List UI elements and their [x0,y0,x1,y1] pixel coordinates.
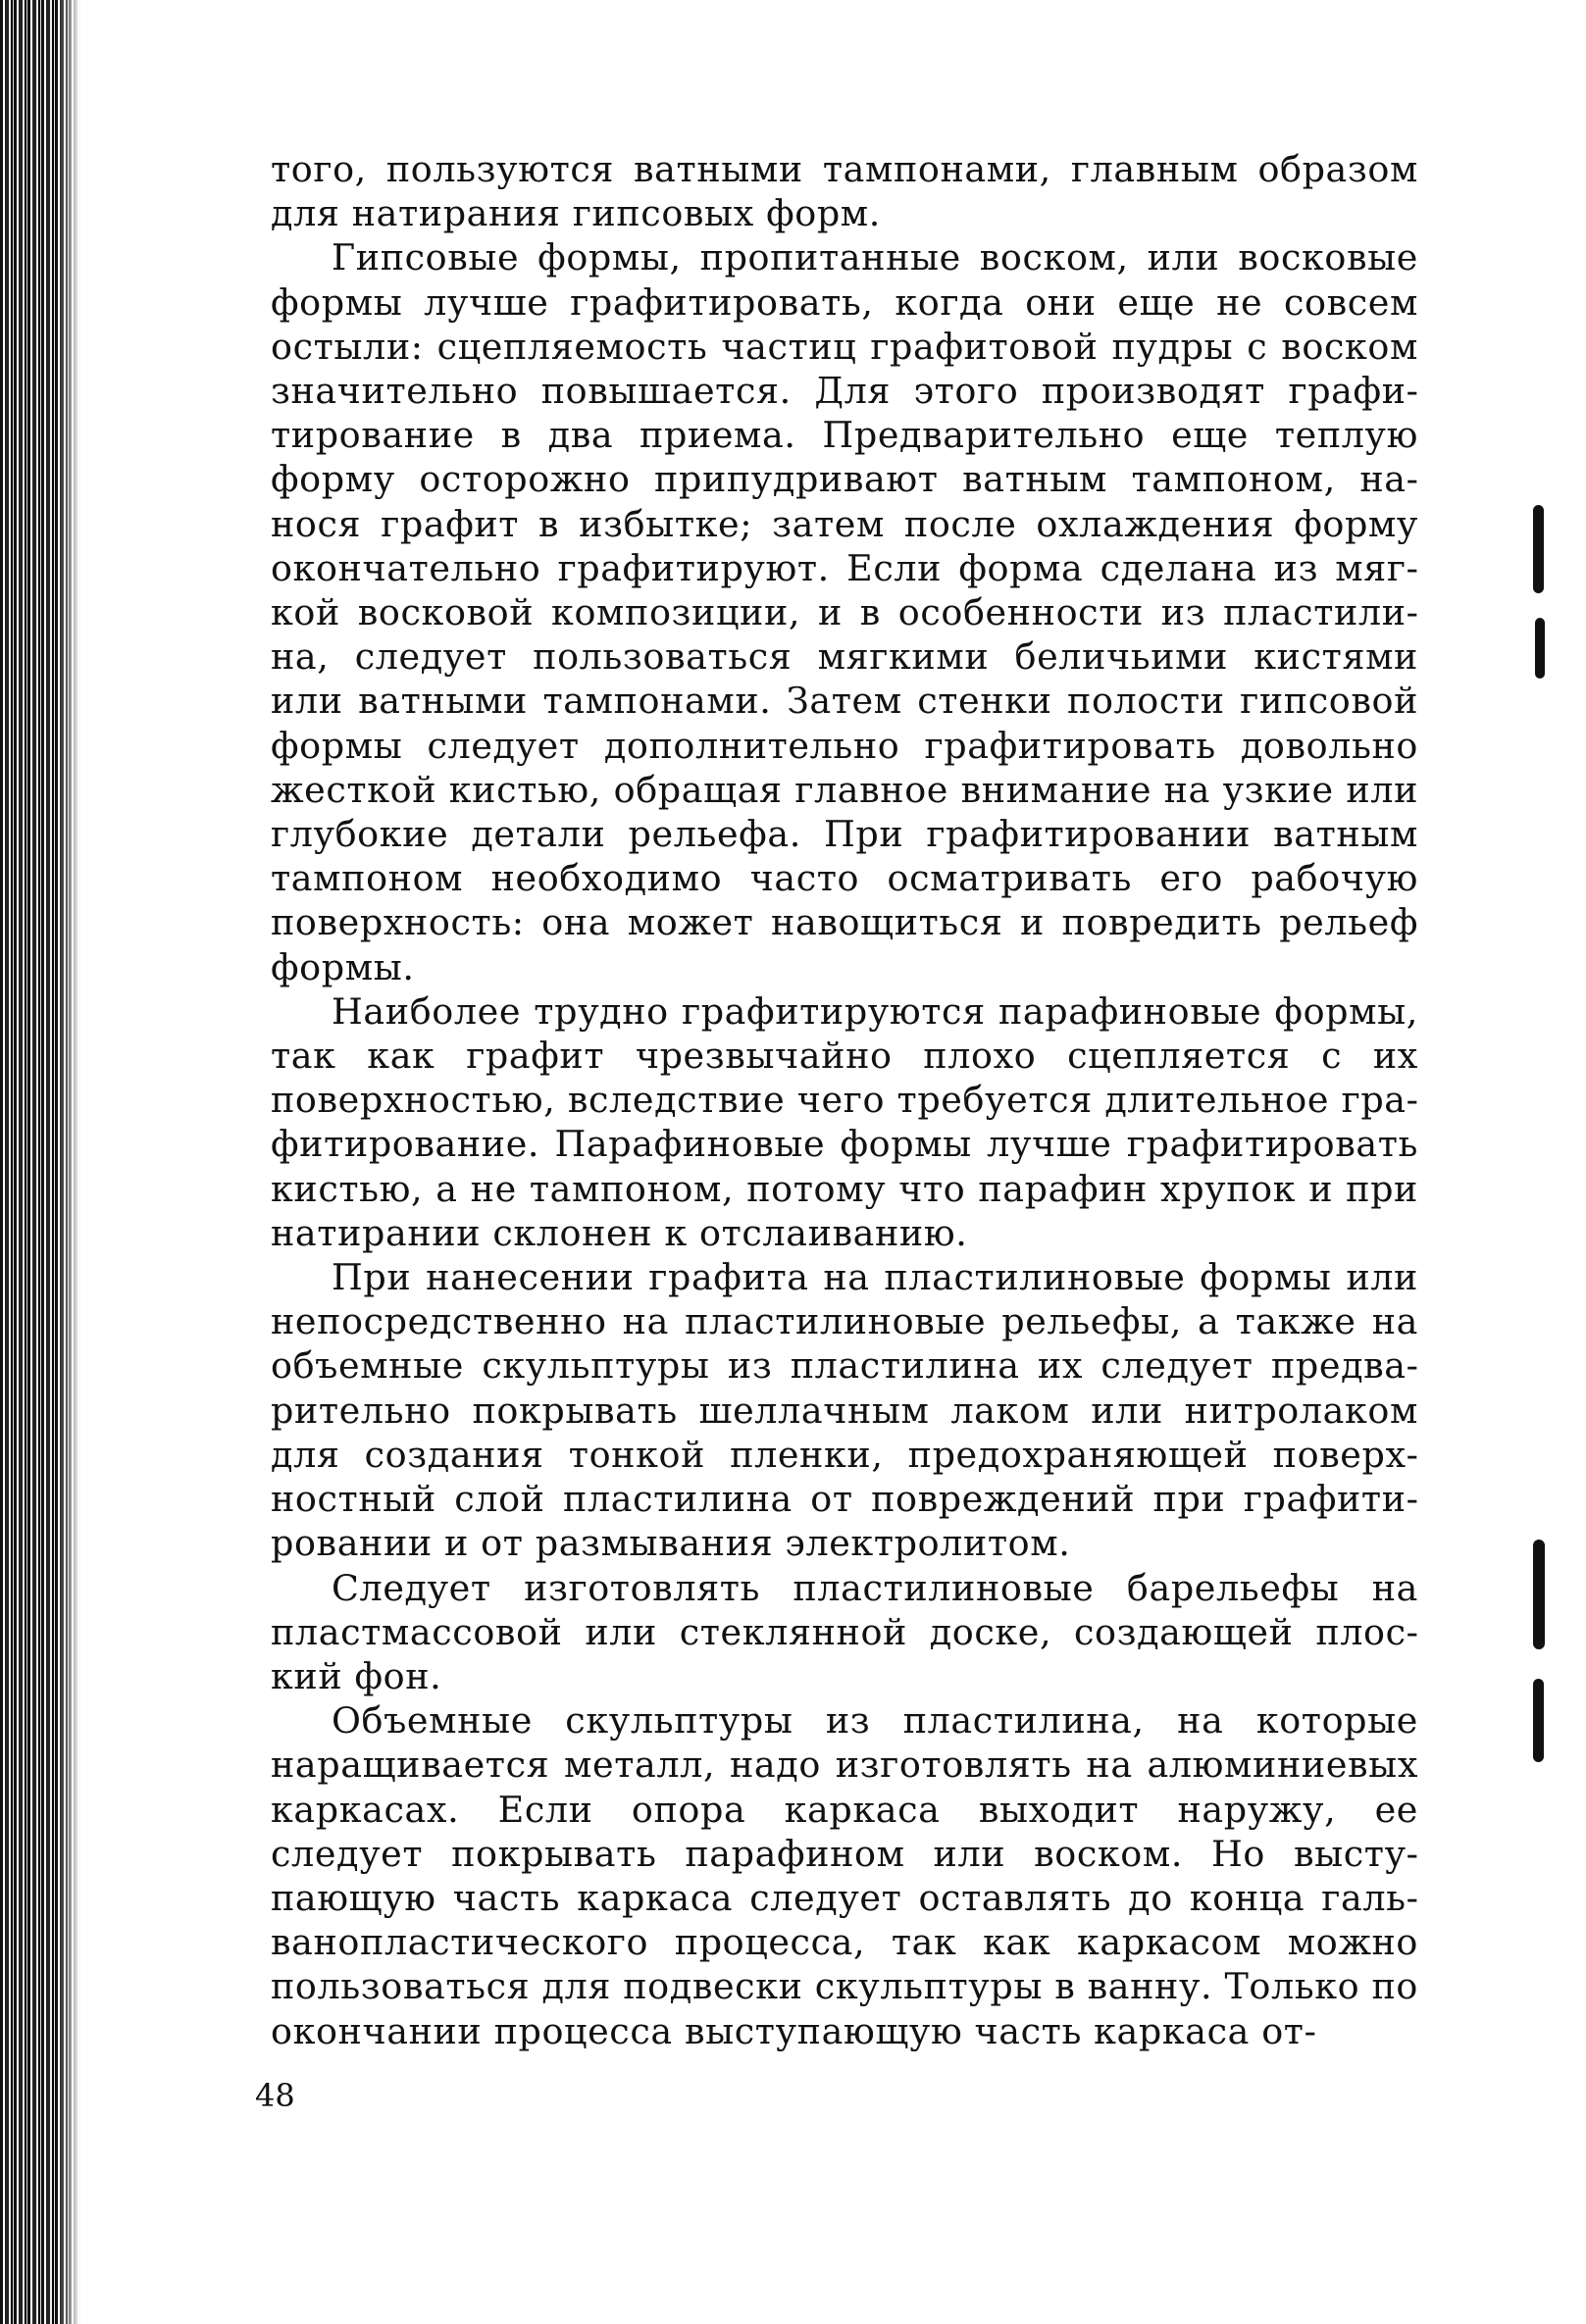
paragraph: Следует изготовлять пластилиновые барельефы на пластмассовой или стеклянной доске, создающей плоский фон. [271,1566,1418,1697]
paragraph-continued: того, пользуются ватными тампонами, главным образом для натирания гипсовых форм. [271,148,1418,235]
page-number: 48 [255,2077,295,2114]
scan-mark [1533,1679,1544,1762]
paragraph: Гипсовые формы, пропитанные воском, или восковые формы лучше графитировать, когда они еще не совсем остыли: сцепляемость частиц графитовой пудры с воском значительно повышается. Для этого производят графитирование в два приема. Предварительно еще теплую форму осторожно припудривают ватным тампоном, нанося графит в избытке; затем после охлаждения форму окончательно графитируют. Если форма сделана из мягкой восковой композиции, и в особенности из пластилина, следует пользоваться мягкими беличьими кистями или ватными тампонами. Затем стенки полости гипсовой формы следует дополнительно графитировать довольно жесткой кистью, обращая главное внимание на узкие или глубокие детали рельефа. При графитировании ватным тампоном необходимо часто осматривать его рабочую поверхность: она может навощиться и повредить рельеф формы. [271,236,1418,988]
page-body [271,147,1418,2053]
scan-mark [1533,1540,1545,1649]
scan-mark [1533,505,1544,593]
paragraph: При нанесении графита на пластилиновые формы или непосредственно на пластилиновые рельефы, а также на объемные скульптуры из пластилина их следует предварительно покрывать шеллачным лаком или нитролаком для создания тонкой пленки, предохраняющей поверхностный слой пластилина от повреждений при графитировании и от размывания электролитом. [271,1256,1418,1565]
spine-shadow [59,0,80,2324]
paragraph: Наиболее трудно графитируются парафиновые формы, так как графит чрезвычайно плохо сцепляется с их поверхностью, вследствие чего требуется длительное графитирование. Парафиновые формы лучше графитировать кистью, а не тампоном, потому что парафин хрупок и при натирании склонен к отслаиванию. [271,989,1418,1254]
scan-mark [1535,618,1545,679]
paragraph: Объемные скульптуры из пластилина, на которые наращивается металл, надо изготовлять на алюминиевых каркасах. Если опора каркаса выходит наружу, ее следует покрывать парафином или воском. Но выступающую часть каркаса следует оставлять до конца гальванопластического процесса, так как каркасом можно пользоваться для подвески скульптуры в ванну. Только по окончании процесса выступающую часть каркаса от- [271,1699,1418,2052]
